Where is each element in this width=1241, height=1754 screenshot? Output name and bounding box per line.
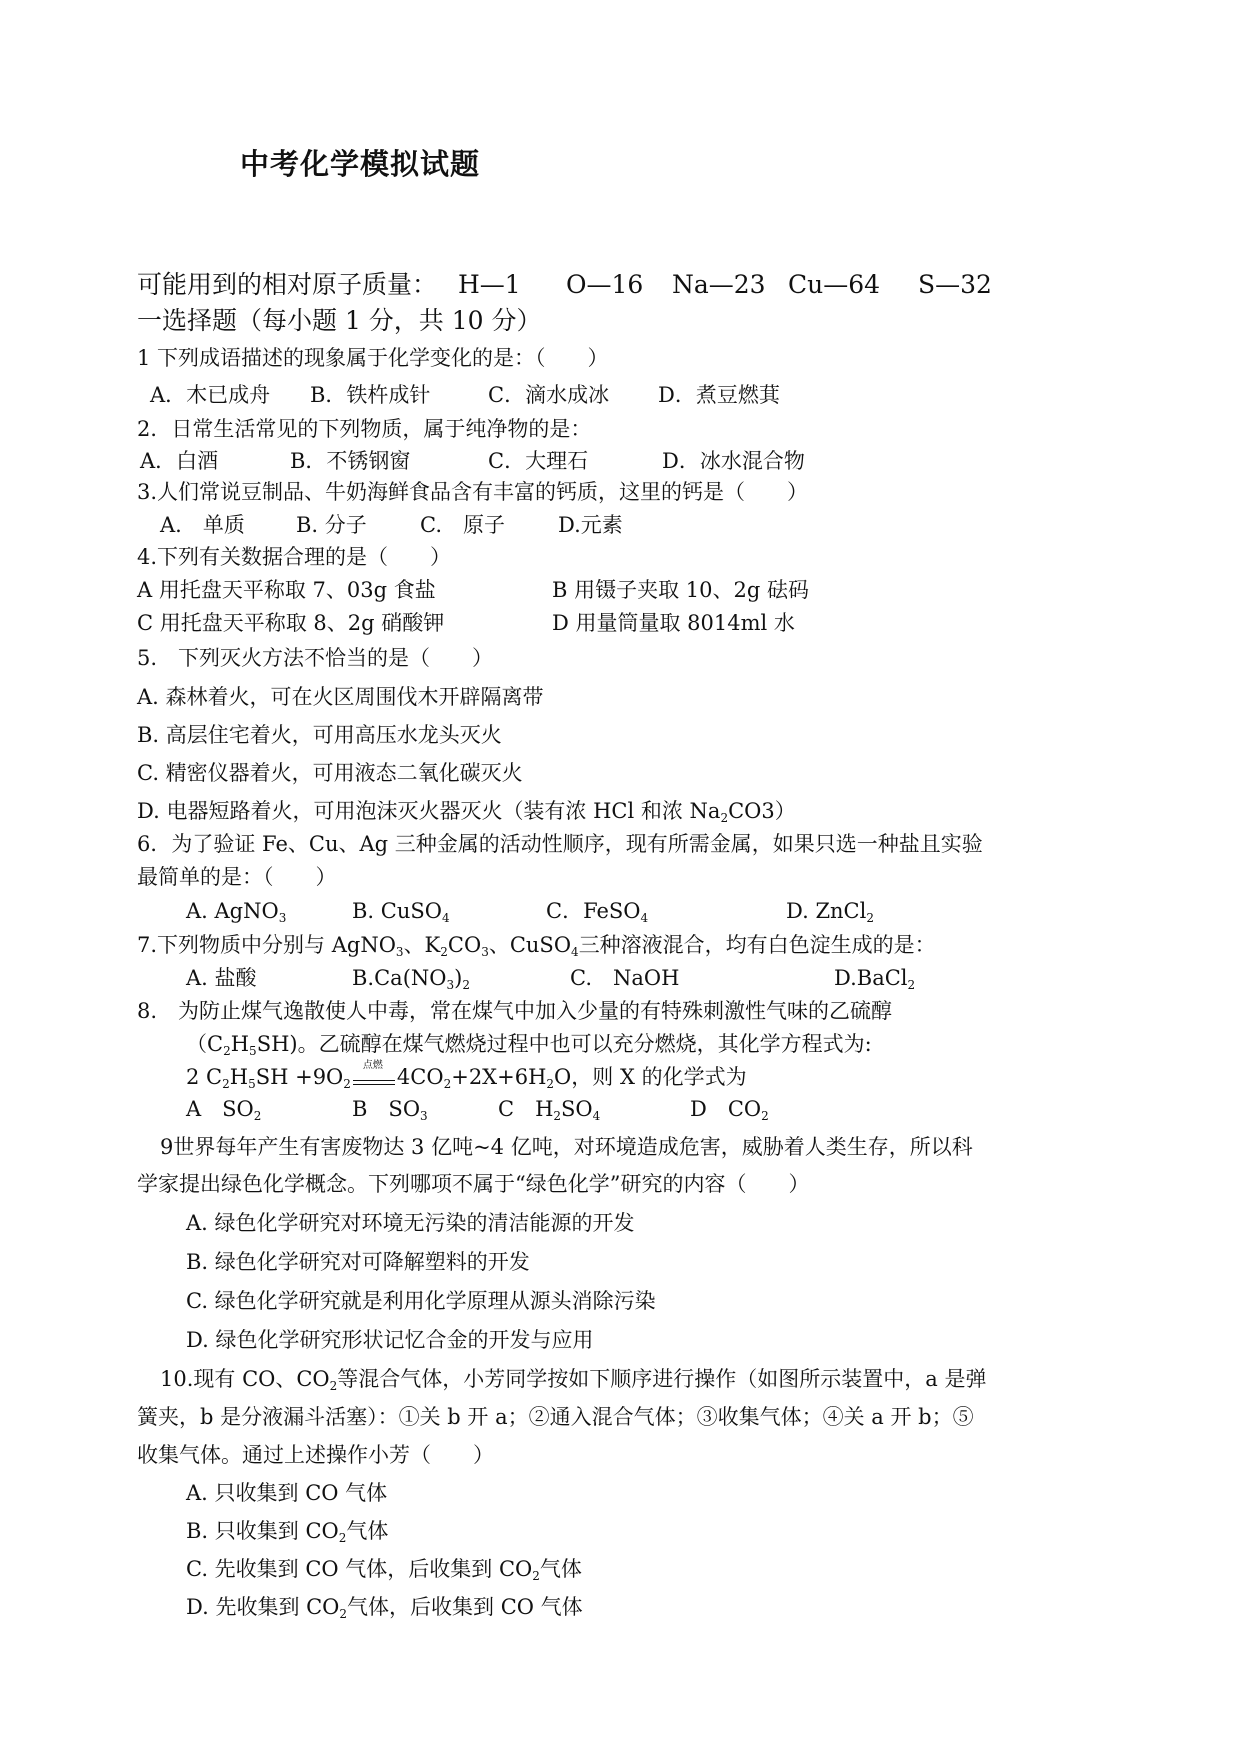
q3-stem: 3.人们常说豆制品、牛奶海鲜食品含有丰富的钙质，这里的钙是（ ） <box>137 480 809 504</box>
q8-equation <box>186 1059 747 1091</box>
q9-option-d: D. 绿色化学研究形状记忆合金的开发与应用 <box>186 1328 594 1352</box>
q7-stem-text5: 三种溶液混合，均有白色淀生成的是： <box>578 933 936 957</box>
q7-sub4: 4 <box>571 945 579 959</box>
q1-option-a: A．木已成舟 <box>150 383 271 407</box>
q8-c-sub1: 2 <box>553 1109 562 1123</box>
q10-b-t1: B. 只收集到 CO <box>186 1519 339 1543</box>
atomic-mass-label: 可能用到的相对原子质量： <box>137 270 438 299</box>
q10-option-d <box>186 1594 583 1620</box>
q8-l2-s2: 5 <box>249 1044 257 1058</box>
q7-option-d <box>834 965 915 991</box>
q9-option-a: A. 绿色化学研究对环境无污染的清洁能源的开发 <box>186 1211 635 1235</box>
q8-a-sub: 2 <box>253 1109 262 1123</box>
q8-eq-t6: O，则 X 的化学式为 <box>554 1065 747 1089</box>
q6-d-sub: 2 <box>866 911 874 925</box>
q10-option-a: A. 只收集到 CO 气体 <box>186 1481 388 1505</box>
section-header: 一选择题（每小题 1 分，共 10 分） <box>137 306 542 335</box>
q2-option-b: B．不锈钢窗 <box>290 449 411 473</box>
q10-line1 <box>160 1366 986 1392</box>
q10-c-t1: C. 先收集到 CO 气体，后收集到 CO <box>186 1557 533 1581</box>
q4-option-b: B 用镊子夹取 10、2g 砝码 <box>552 578 809 602</box>
q5-d-sub: 2 <box>720 811 729 825</box>
q5-option-d <box>137 798 796 824</box>
q5-option-a: A. 森林着火，可在火区周围伐木开辟隔离带 <box>137 685 544 709</box>
q6-option-d <box>786 898 874 924</box>
q8-l2-t1: （C <box>186 1032 224 1056</box>
q7-b-text1: B.Ca(NO <box>352 966 447 990</box>
reaction-condition <box>351 1059 397 1089</box>
q7-option-b <box>352 965 470 991</box>
q3-option-a: A. 单质 <box>160 513 245 537</box>
q6-b-text: B. CuSO <box>352 899 442 923</box>
q3-option-d: D.元素 <box>558 513 623 537</box>
q8-eq-s1: 2 <box>222 1077 230 1091</box>
q8-option-c <box>498 1096 600 1122</box>
q8-c-text2: SO <box>561 1097 593 1121</box>
q6-c-sub: 4 <box>640 911 649 925</box>
q7-sub2: 2 <box>440 945 448 959</box>
q6-b-sub: 4 <box>441 911 450 925</box>
q9-line1: 9世界每年产生有害废物达 3 亿吨~4 亿吨，对环境造成危害，威胁着人类生存，所以科 <box>160 1135 973 1159</box>
q6-c-text: C．FeSO <box>546 899 641 923</box>
q10-b-sub: 2 <box>338 1531 347 1545</box>
q7-b-sub2: 2 <box>462 978 470 992</box>
q8-option-d <box>690 1096 769 1122</box>
q8-eq-s4: 2 <box>443 1077 452 1091</box>
q7-stem-text2: 、K <box>403 933 441 957</box>
reaction-condition-label: 点燃 <box>362 1059 383 1071</box>
q1-option-c: C．滴水成冰 <box>488 383 610 407</box>
equals-line-bottom <box>353 1084 395 1085</box>
q1-stem: 1 下列成语描述的现象属于化学变化的是：（ ） <box>137 346 609 370</box>
mass-s: S—32 <box>918 270 992 299</box>
q8-eq-t1: 2 C <box>186 1065 223 1089</box>
q10-c-sub: 2 <box>532 1569 540 1583</box>
q6-option-c <box>546 898 648 924</box>
q9-option-b: B. 绿色化学研究对可降解塑料的开发 <box>186 1250 530 1274</box>
q4-option-d: D 用量筒量取 8014ml 水 <box>552 611 795 635</box>
q6-a-text: A. AgNO <box>186 899 279 923</box>
q8-option-b <box>352 1096 428 1122</box>
q6-option-b <box>352 898 450 924</box>
q10-d-sub: 2 <box>339 1607 348 1621</box>
page-title: 中考化学模拟试题 <box>240 147 481 181</box>
q6-option-a <box>186 898 286 924</box>
q10-line2: 簧夹，b 是分液漏斗活塞）：①关 b 开 a；②通入混合气体；③收集气体；④关 a 开 b；⑤ <box>137 1405 974 1429</box>
q4-option-c: C 用托盘天平称取 8、2g 硝酸钾 <box>137 611 445 635</box>
q8-l2-t3: SH)。乙硫醇在煤气燃烧过程中也可以充分燃烧，其化学方程式为: <box>256 1032 872 1056</box>
q2-option-a: A．白酒 <box>140 449 219 473</box>
q7-option-a: A. 盐酸 <box>186 966 257 990</box>
q8-eq-s2: 5 <box>248 1077 256 1091</box>
q5-d-text: D. 电器短路着火，可用泡沫灭火器灭火（装有浓 HCl 和浓 Na <box>137 799 721 823</box>
q1-option-d: D．煮豆燃萁 <box>658 383 780 407</box>
q7-stem-text3: CO <box>447 933 482 957</box>
q7-b-text2: ) <box>454 966 463 990</box>
q7-b-sub1: 3 <box>446 978 455 992</box>
q9-option-c: C. 绿色化学研究就是利用化学原理从源头消除污染 <box>186 1289 656 1313</box>
q8-eq-s3: 2 <box>343 1077 351 1091</box>
q10-l1-sub: 2 <box>329 1379 338 1393</box>
q8-l2-s1: 2 <box>223 1044 231 1058</box>
q6-stem-line2: 最简单的是：（ ） <box>137 865 337 889</box>
mass-na: Na—23 <box>672 270 766 299</box>
q4-option-a: A 用托盘天平称取 7、03g 食盐 <box>137 578 436 602</box>
q10-l1-t2: 等混合气体，小芳同学按如下顺序进行操作（如图所示装置中，a 是弹 <box>337 1367 987 1391</box>
q7-sub3: 3 <box>481 945 489 959</box>
q8-eq-t2: H <box>229 1065 249 1089</box>
q6-a-sub: 3 <box>278 911 287 925</box>
q10-c-t2: 气体 <box>539 1557 582 1581</box>
q7-stem-text4: 、CuSO <box>488 933 572 957</box>
q8-c-text1: C H <box>498 1097 554 1121</box>
q7-d-sub: 2 <box>907 978 916 992</box>
atomic-mass-line <box>137 270 437 300</box>
q1-option-b: B．铁杵成针 <box>310 383 431 407</box>
q8-eq-t5: +2X+6H <box>451 1065 547 1089</box>
q6-stem-line1: 6．为了验证 Fe、Cu、Ag 三种金属的活动性顺序，现有所需金属，如果只选一种盐且实验 <box>137 832 983 856</box>
q2-stem: 2．日常生活常见的下列物质，属于纯净物的是： <box>137 417 592 441</box>
q4-stem: 4.下列有关数据合理的是（ ） <box>137 545 452 569</box>
q3-option-c: C. 原子 <box>420 513 505 537</box>
q7-sub1: 3 <box>395 945 404 959</box>
q8-d-sub: 2 <box>761 1109 769 1123</box>
mass-o: O—16 <box>566 270 644 299</box>
mass-h: H—1 <box>458 270 521 299</box>
q5-option-b: B. 高层住宅着火，可用高压水龙头灭火 <box>137 723 502 747</box>
mass-cu: Cu—64 <box>788 270 881 299</box>
q8-d-text: D CO <box>690 1097 762 1121</box>
q10-d-t2: 气体，后收集到 CO 气体 <box>347 1595 583 1619</box>
q2-option-c: C．大理石 <box>488 449 589 473</box>
q7-stem <box>137 932 936 958</box>
q10-l1-t1: 10.现有 CO、CO <box>160 1367 330 1391</box>
q7-stem-text1: 7.下列物质中分别与 AgNO <box>137 933 396 957</box>
q8-b-text: B SO <box>352 1097 421 1121</box>
q2-option-d: D．冰水混合物 <box>662 449 805 473</box>
q10-option-b <box>186 1518 388 1544</box>
q5-d-text-end: CO3） <box>728 799 796 823</box>
q10-d-t1: D. 先收集到 CO <box>186 1595 340 1619</box>
q8-a-text: A SO <box>186 1097 254 1121</box>
q5-option-c: C. 精密仪器着火，可用液态二氧化碳灭火 <box>137 761 523 785</box>
q8-eq-t3: SH +9O <box>255 1065 344 1089</box>
q10-b-t2: 气体 <box>346 1519 389 1543</box>
q3-option-b: B. 分子 <box>296 513 367 537</box>
q8-eq-s5: 2 <box>546 1077 555 1091</box>
q10-option-c <box>186 1556 582 1582</box>
q8-l2-t2: H <box>230 1032 250 1056</box>
q8-line1: 8. 为防止煤气逸散使人中毒，常在煤气中加入少量的有特殊刺激性气味的乙硫醇 <box>137 999 893 1023</box>
q5-stem: 5. 下列灭火方法不恰当的是（ ） <box>137 646 494 670</box>
q8-line2 <box>186 1031 872 1057</box>
q8-option-a <box>186 1096 261 1122</box>
q9-line2: 学家提出绿色化学概念。下列哪项不属于“绿色化学”研究的内容（ ） <box>137 1172 810 1196</box>
equals-line-top <box>353 1080 395 1081</box>
q7-option-c: C. NaOH <box>570 966 680 990</box>
q8-eq-t4: 4CO <box>396 1065 444 1089</box>
q6-d-text: D. ZnCl <box>786 899 867 923</box>
q8-b-sub: 3 <box>420 1109 428 1123</box>
q10-line3: 收集气体。通过上述操作小芳（ ） <box>137 1443 494 1467</box>
q8-c-sub2: 4 <box>592 1109 601 1123</box>
q7-d-text: D.BaCl <box>834 966 908 990</box>
